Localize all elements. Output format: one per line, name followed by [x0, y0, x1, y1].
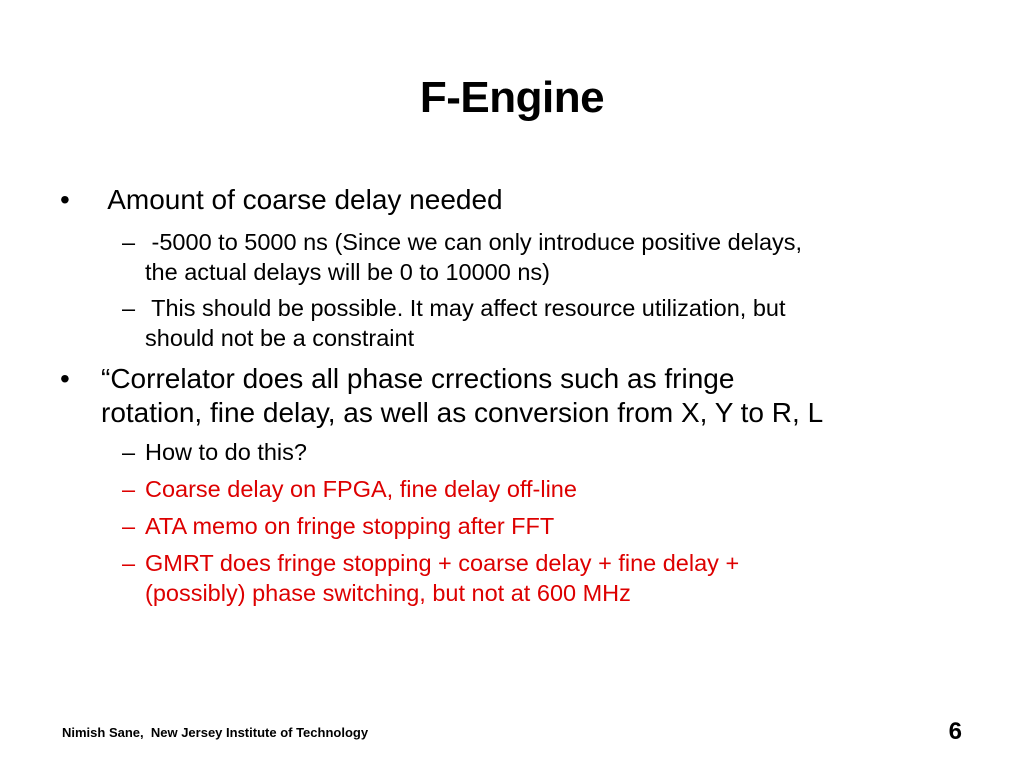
- sub-item-text-line-2: should not be a constraint: [145, 325, 415, 351]
- dash-marker: –: [122, 295, 136, 321]
- slide-number: 6: [948, 718, 962, 745]
- sub-item-text: ATA memo on fringe stopping after FFT: [145, 513, 555, 539]
- bullet-text-line-2: rotation, fine delay, as well as conversion from X, Y to R, L: [101, 397, 824, 428]
- dash-marker: –: [122, 439, 136, 465]
- bullet-marker: •: [60, 184, 70, 215]
- sub-item-text-line-2: the actual delays will be 0 to 10000 ns): [145, 259, 550, 285]
- bullet-text: Amount of coarse delay needed: [101, 184, 503, 215]
- dash-marker: –: [122, 229, 136, 255]
- dash-marker: –: [122, 550, 136, 576]
- bullet-marker: •: [60, 363, 70, 394]
- slide-title: F-Engine: [419, 73, 605, 122]
- dash-marker: –: [122, 513, 136, 539]
- sub-item-text-line-1: This should be possible. It may affect resource utilization, but: [145, 295, 786, 321]
- dash-marker: –: [122, 476, 136, 502]
- sub-item-text-line-2: (possibly) phase switching, but not at 600 MHz: [145, 580, 631, 606]
- sub-item-text: Coarse delay on FPGA, fine delay off-line: [145, 476, 577, 502]
- sub-item-text: How to do this?: [145, 439, 307, 465]
- footer-author: Nimish Sane, New Jersey Institute of Technology: [62, 725, 369, 740]
- sub-item-text-line-1: -5000 to 5000 ns (Since we can only introduce positive delays,: [145, 229, 803, 255]
- bullet-text-line-1: “Correlator does all phase crrections such as fringe: [101, 363, 735, 394]
- sub-item-text-line-1: GMRT does fringe stopping + coarse delay + fine delay +: [145, 550, 740, 576]
